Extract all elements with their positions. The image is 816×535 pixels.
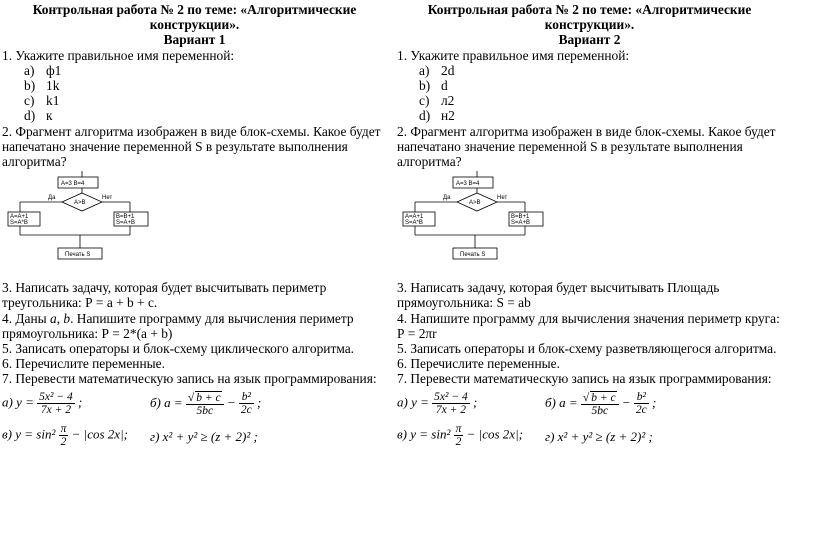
flow-cond-text: A>B (469, 200, 481, 207)
formula-c: в) y = sin² $\frac{\pi}{2}$ − |cos 2x|; (2, 422, 128, 448)
formula-a: а) y = $\frac{\text{5x² − 4}}{7x + 2}$ ; (2, 390, 83, 416)
flow-left2-text: S=A*B (405, 220, 423, 227)
option-b: b) 1k (24, 77, 60, 93)
question-1: 1. Укажите правильное имя переменной: (2, 47, 235, 63)
flow-start-text: A=3 B=4 (61, 181, 85, 188)
flow-no-text: Нет (102, 195, 113, 202)
question-4: 4. Даны a, b. Напишите программу для вычисления периметр прямоугольника: Р = 2*(a + b) (2, 310, 354, 341)
variant-1-column (2, 0, 387, 451)
question-5: 5. Записать операторы и блок-схему циклического алгоритма. (2, 340, 354, 356)
flow-yes-text: Да (443, 195, 451, 202)
formula-a: а) y = $\frac{\text{5x² − 4}}{7x + 2}$ ; (397, 390, 478, 416)
header-variant: Вариант 1 (163, 32, 226, 48)
question-1: 1. Укажите правильное имя переменной: (397, 47, 630, 63)
option-a: a) 2d (419, 62, 455, 78)
flow-right1-text: B=B+1 (511, 214, 530, 221)
question-3: 3. Написать задачу, которая будет высчитывать Площадь прямоугольника: S = ab (397, 280, 720, 311)
formula-b: б) a = $\frac{√ b + c}{5bc}$ − $\frac{\text{b²}}{2c}$ ; (150, 391, 262, 417)
flow-cond-text: A>B (74, 200, 86, 207)
question-5: 5. Записать операторы и блок-схему разветвляющегося алгоритма. (397, 340, 777, 356)
question-6: 6. Перечислите переменные. (2, 356, 165, 372)
question-1-options (397, 63, 782, 124)
flowchart (397, 171, 557, 276)
question-2: 2. Фрагмент алгоритма изображен в виде блок-схемы. Какое будет напечатано значение переменной S в результате выполнения алгоритма? (2, 123, 381, 169)
flow-no-text: Нет (497, 195, 508, 202)
flow-left1-text: A=A+1 (405, 214, 424, 221)
formulas (397, 387, 782, 451)
flow-output-text: Печать S (460, 252, 486, 259)
question-7: 7. Перевести математическую запись на язык программирования: (397, 371, 772, 387)
question-2: 2. Фрагмент алгоритма изображен в виде блок-схемы. Какое будет напечатано значение переменной S в результате выполнения алгоритма? (397, 123, 776, 169)
option-b: b) d (419, 77, 448, 93)
flow-start-text: A=3 B=4 (456, 181, 480, 188)
formulas (2, 387, 387, 451)
option-d: d) к (24, 108, 53, 124)
header-title-line1: Контрольная работа № 2 по теме: «Алгоритмические (427, 2, 752, 17)
formula-c: в) y = sin² $\frac{\pi}{2}$ − |cos 2x|; (397, 422, 523, 448)
option-c: c) л2 (419, 93, 455, 109)
variant-1-header (2, 2, 387, 48)
formula-b: б) a = $\frac{√ b + c}{5bc}$ − $\frac{\text{b²}}{2c}$ ; (545, 391, 657, 417)
flow-output-text: Печать S (65, 252, 91, 259)
formula-d: г) x² + y² ≥ (z + 2)² ; (545, 428, 653, 444)
header-title-line1: Контрольная работа № 2 по теме: «Алгоритмические (32, 2, 357, 17)
flow-left1-text: A=A+1 (10, 214, 29, 221)
option-d: d) н2 (419, 108, 455, 124)
flow-left2-text: S=A*B (10, 220, 28, 227)
variant-2-column (397, 0, 782, 451)
question-3: 3. Написать задачу, которая будет высчитывать периметр треугольника: Р = a + b + c. (2, 280, 327, 311)
variant-2-header (397, 2, 782, 48)
question-7: 7. Перевести математическую запись на язык программирования: (2, 371, 377, 387)
option-a: a) ф1 (24, 62, 62, 78)
flowchart (2, 171, 162, 276)
flow-right2-text: S=A+B (511, 220, 531, 227)
flow-yes-text: Да (48, 195, 56, 202)
question-6: 6. Перечислите переменные. (397, 356, 560, 372)
formula-d: г) x² + y² ≥ (z + 2)² ; (150, 428, 258, 444)
flow-right1-text: B=B+1 (116, 214, 135, 221)
option-c: c) k1 (24, 93, 60, 109)
question-1-options (2, 63, 387, 124)
header-title-line2: конструкции». (149, 17, 240, 33)
flow-right2-text: S=A+B (116, 220, 136, 227)
question-4: 4. Напишите программу для вычисления значения периметр круга: Р = 2πr (397, 310, 780, 341)
header-title-line2: конструкции». (544, 17, 635, 33)
header-variant: Вариант 2 (558, 32, 621, 48)
